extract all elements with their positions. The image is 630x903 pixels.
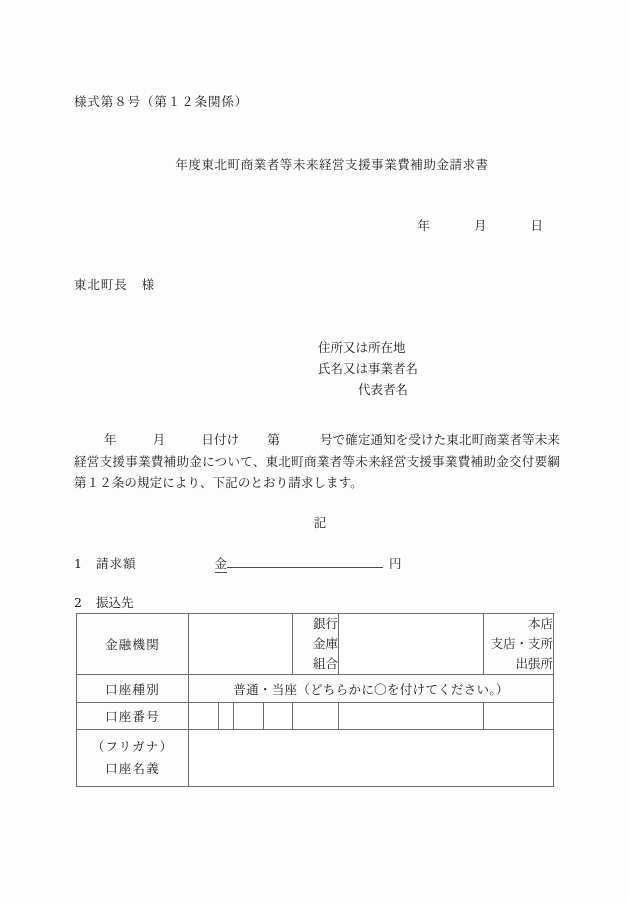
account-number-digit-6[interactable] — [339, 703, 484, 730]
institution-label: 金融機関 — [77, 614, 189, 675]
bank-details-table — [76, 613, 554, 787]
table-row-account-number — [77, 703, 554, 730]
form-number: 様式第８号（第１２条関係） — [74, 94, 249, 109]
body-month-label: 月 — [152, 432, 166, 447]
institution-type-kinko[interactable]: 金庫 — [313, 636, 339, 651]
branch-type-options — [484, 614, 554, 675]
addressee-honorific: 様 — [141, 277, 156, 292]
body-number-prefix: 第 — [267, 432, 280, 447]
institution-type-options — [293, 614, 339, 675]
account-number-digit-7[interactable] — [484, 703, 554, 730]
table-row-institution — [77, 614, 554, 675]
item-1-label: 請求額 — [96, 556, 137, 571]
account-name-main-label: 口座名義 — [105, 761, 160, 776]
applicant-name-label: 氏名又は事業者名 — [318, 361, 419, 376]
branch-type-branch[interactable]: 支店・支所 — [490, 636, 554, 651]
account-name-label — [77, 730, 189, 787]
addressee-name: 東北町長 — [74, 277, 128, 292]
item-2-number: 2 — [74, 595, 82, 610]
institution-name-input[interactable] — [189, 614, 293, 675]
addressee-line — [74, 275, 155, 293]
branch-name-input[interactable] — [339, 614, 484, 675]
item-2-transfer — [74, 593, 134, 611]
account-type-options[interactable]: 普通・当座（どちらかに〇を付けてください。） — [189, 675, 554, 703]
date-month-label: 月 — [473, 218, 487, 233]
table-row-account-type — [77, 675, 554, 703]
account-number-digit-2[interactable] — [219, 703, 234, 730]
ki-marker: 記 — [313, 515, 327, 530]
account-name-furigana-label: （フリガナ） — [91, 739, 174, 754]
body-line2: 営支援事業費補助金について、東北町商業者等未来経営支援事業費補助金交付要綱第１２ — [74, 453, 560, 490]
account-number-label: 口座番号 — [77, 703, 189, 730]
account-number-digit-5[interactable] — [293, 703, 339, 730]
account-number-digit-4[interactable] — [264, 703, 293, 730]
claim-amount-input[interactable] — [227, 566, 383, 568]
document-title: 年度東北町商業者等未来経営支援事業費補助金請求書 — [175, 157, 489, 172]
body-line1-tail: 号で確定通知を受けた東北町商業者等未来経 — [74, 432, 560, 469]
body-paragraph — [74, 429, 560, 494]
body-line3: 条の規定により、下記のとおり請求します。 — [111, 475, 363, 490]
item-1-number: 1 — [74, 556, 82, 571]
table-row-account-name — [77, 730, 554, 787]
date-year-label: 年 — [417, 218, 430, 233]
applicant-address-label: 住所又は所在地 — [318, 340, 406, 355]
account-name-input[interactable] — [189, 730, 554, 787]
currency-suffix: 円 — [389, 556, 402, 571]
account-type-label: 口座種別 — [77, 675, 189, 703]
date-day-label: 日 — [530, 218, 543, 233]
applicant-representative-label: 代表者名 — [358, 382, 409, 397]
date-line — [0, 216, 565, 234]
currency-prefix: 金 — [214, 556, 228, 571]
applicant-block — [318, 337, 418, 400]
body-day-label: 日付け — [201, 432, 240, 447]
institution-type-kumiai[interactable]: 組合 — [313, 656, 339, 671]
item-1-amount — [74, 554, 402, 572]
account-number-digit-3[interactable] — [234, 703, 264, 730]
branch-type-head-office[interactable]: 本店 — [528, 616, 554, 631]
item-2-label: 振込先 — [96, 595, 134, 610]
branch-type-sub-office[interactable]: 出張所 — [515, 656, 554, 671]
account-number-digit-1[interactable] — [189, 703, 219, 730]
body-year-label: 年 — [104, 432, 117, 447]
institution-type-bank[interactable]: 銀行 — [313, 616, 339, 631]
